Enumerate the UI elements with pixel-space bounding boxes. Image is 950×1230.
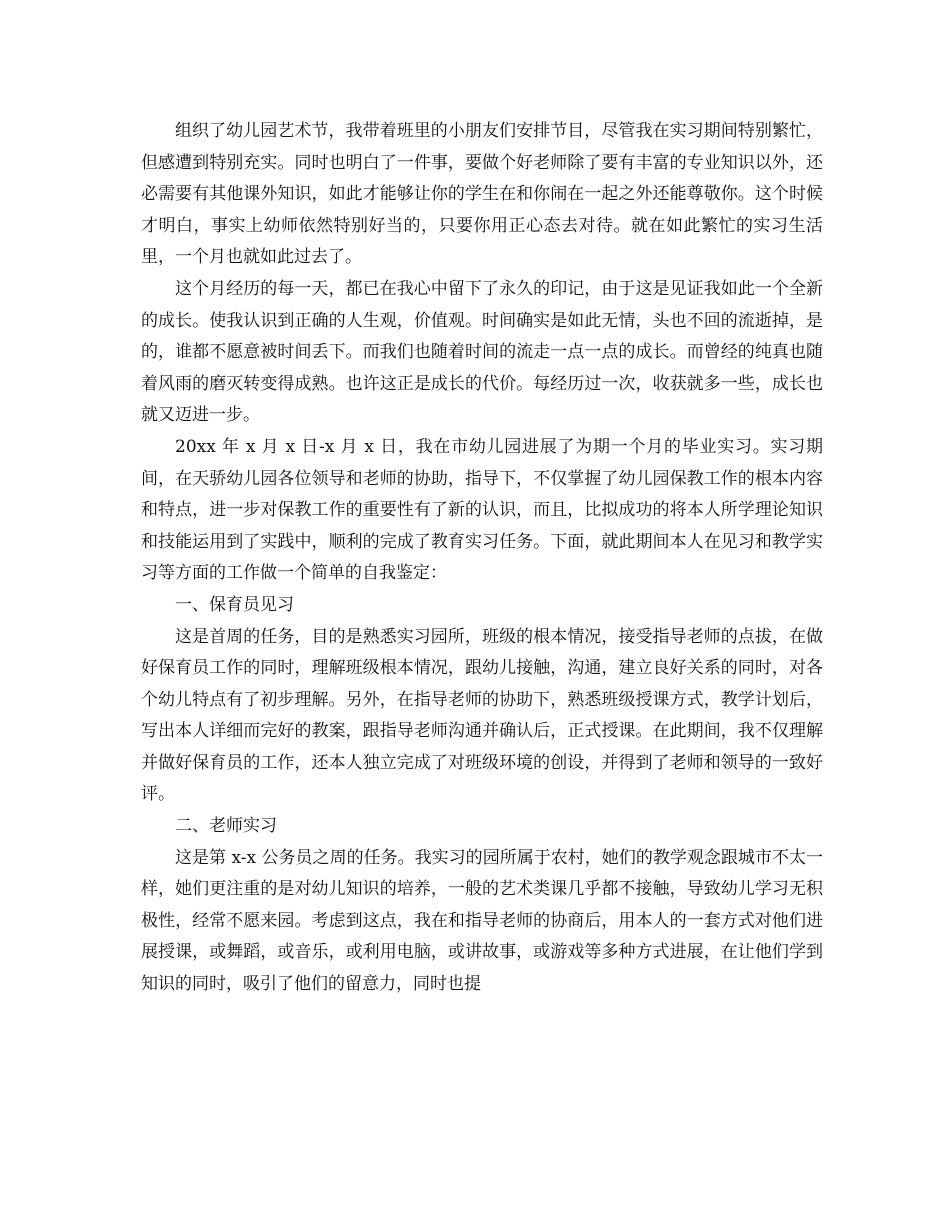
document-body — [141, 116, 823, 1001]
paragraph-teacher-practice: 这是第 x-x 公务员之周的任务。我实习的园所属于农村，她们的教学观念跟城市不太一样，她们更注重的是对幼儿知识的培养，一般的艺术类课几乎都不接触，导致幼儿学习无积极性，经常不愿来园。考虑到这点，我在和指导老师的协商后，用本人的一套方式对他们进展授课，或舞蹈，或音乐，或利用电脑，或讲故事，或游戏等多种方式进展，在让他们学到知识的同时，吸引了他们的留意力，同时也提 — [141, 847, 823, 995]
section-heading-teacher-practice: 二、老师实习 — [175, 816, 277, 837]
paragraph-nursery-observation: 这是首周的任务，目的是熟悉实习园所，班级的根本情况，接受指导老师的点拔，在做好保育员工作的同时，理解班级根本情况，跟幼儿接触，沟通，建立良好关系的同时，对各个幼儿特点有了初步理解。另外，在指导老师的协助下，熟悉班级授课方式，教学计划后，写出本人详细而完好的教案，跟指导老师沟通并确认后，正式授课。在此期间，我不仅理解并做好保育员的工作，还本人独立完成了对班级环境的创设，并得到了老师和领导的一致好评。 — [141, 626, 823, 805]
paragraph-internship-summary: 20xx 年 x 月 x 日-x 月 x 日，我在市幼儿园进展了为期一个月的毕业实习。实习期间，在天骄幼儿园各位领导和老师的协助，指导下，不仅掌握了幼儿园保教工作的根本内容和特点，进一步对保教工作的重要性有了新的认识，而且，比拟成功的将本人所学理论知识和技能运用到了实践中，顺利的完成了教育实习任务。下面，就此期间本人在见习和教学实习等方面的工作做一个简单的自我鉴定： — [141, 436, 823, 584]
section-heading-nursery-observation: 一、保育员见习 — [175, 594, 294, 615]
paragraph-art-festival: 组织了幼儿园艺术节，我带着班里的小朋友们安排节目，尽管我在实习期间特别繁忙，但感遭到特别充实。同时也明白了一件事，要做个好老师除了要有丰富的专业知识以外，还必需要有其他课外知识，如此才能够让你的学生在和你闹在一起之外还能尊敬你。这个时候才明白，事实上幼师依然特别好当的，只要你用正心态去对待。就在如此繁忙的实习生活里，一个月也就如此过去了。 — [141, 121, 823, 268]
paragraph-monthly-growth: 这个月经历的每一天，都已在我心中留下了永久的印记，由于这是见证我如此一个全新的成长。使我认识到正确的人生观，价值观。时间确实是如此无情，头也不回的流逝掉，是的，谁都不愿意被时间丢下。而我们也随着时间的流走一点一点的成长。而曾经的纯真也随着风雨的磨灭转变得成熟。也许这正是成长的代价。每经历过一次，收获就多一些，成长也就又迈进一步。 — [141, 278, 823, 426]
